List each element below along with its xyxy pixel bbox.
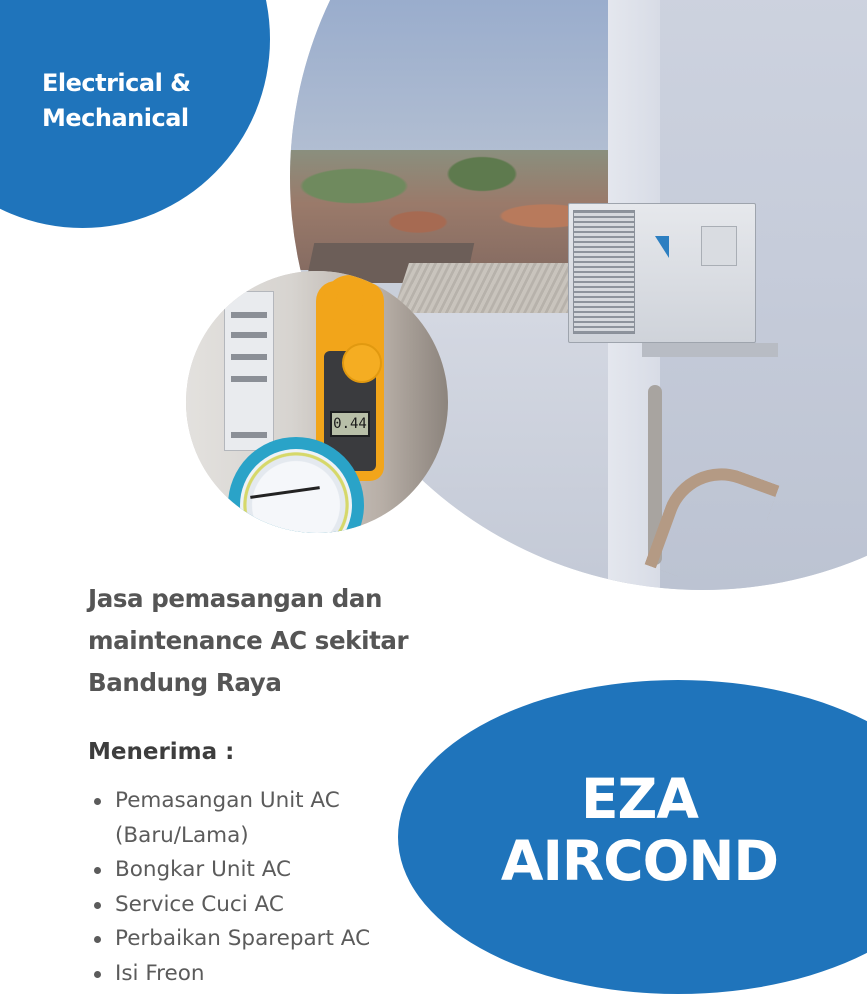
mounting-bracket xyxy=(642,343,778,357)
label-line xyxy=(231,354,267,360)
service-panel xyxy=(701,226,737,266)
outdoor-ac-unit xyxy=(568,203,756,343)
service-item xyxy=(94,957,370,992)
service-label: Perbaikan Sparepart AC xyxy=(115,926,371,951)
bullet-icon xyxy=(94,936,101,943)
brand-name xyxy=(492,768,787,892)
fan-grille-icon xyxy=(573,210,635,334)
label-line xyxy=(231,432,267,438)
clamp-jaw-icon xyxy=(324,275,376,325)
category-badge xyxy=(42,66,191,136)
service-label: Isi Freon xyxy=(115,960,205,986)
service-item xyxy=(94,888,370,923)
badge-line-1: Electrical & xyxy=(42,69,191,97)
services-title: Menerima : xyxy=(88,739,235,765)
services-list xyxy=(94,784,370,991)
badge-line-2: Mechanical xyxy=(42,104,189,132)
headline-line-3: Bandung Raya xyxy=(88,668,282,697)
service-label: Pemasangan Unit AC xyxy=(115,788,340,813)
sky xyxy=(290,0,610,163)
brand-line-2: AIRCOND xyxy=(500,829,779,893)
label-line xyxy=(231,332,267,338)
bullet-icon xyxy=(94,867,101,874)
headline-line-1: Jasa pemasangan dan xyxy=(88,584,383,613)
label-line xyxy=(231,312,267,318)
service-item xyxy=(94,784,370,853)
meter-dial-icon xyxy=(342,343,382,383)
bullet-icon xyxy=(94,902,101,909)
brand-logo-icon xyxy=(641,236,669,258)
meter-display: 0.44 xyxy=(330,411,370,437)
brand-line-1: EZA xyxy=(580,767,699,831)
headline-line-2: maintenance AC sekitar xyxy=(88,626,409,655)
bullet-icon xyxy=(94,798,101,805)
meter-inset-photo xyxy=(186,271,448,533)
service-label: Service Cuci AC xyxy=(115,891,284,917)
label-line xyxy=(231,376,267,382)
spec-label xyxy=(224,291,274,451)
service-item xyxy=(94,853,370,888)
service-label: Bongkar Unit AC xyxy=(115,857,292,882)
headline xyxy=(88,578,468,704)
bullet-icon xyxy=(94,971,101,978)
service-label-cont: (Baru/Lama) xyxy=(115,822,249,848)
service-item xyxy=(94,922,370,957)
